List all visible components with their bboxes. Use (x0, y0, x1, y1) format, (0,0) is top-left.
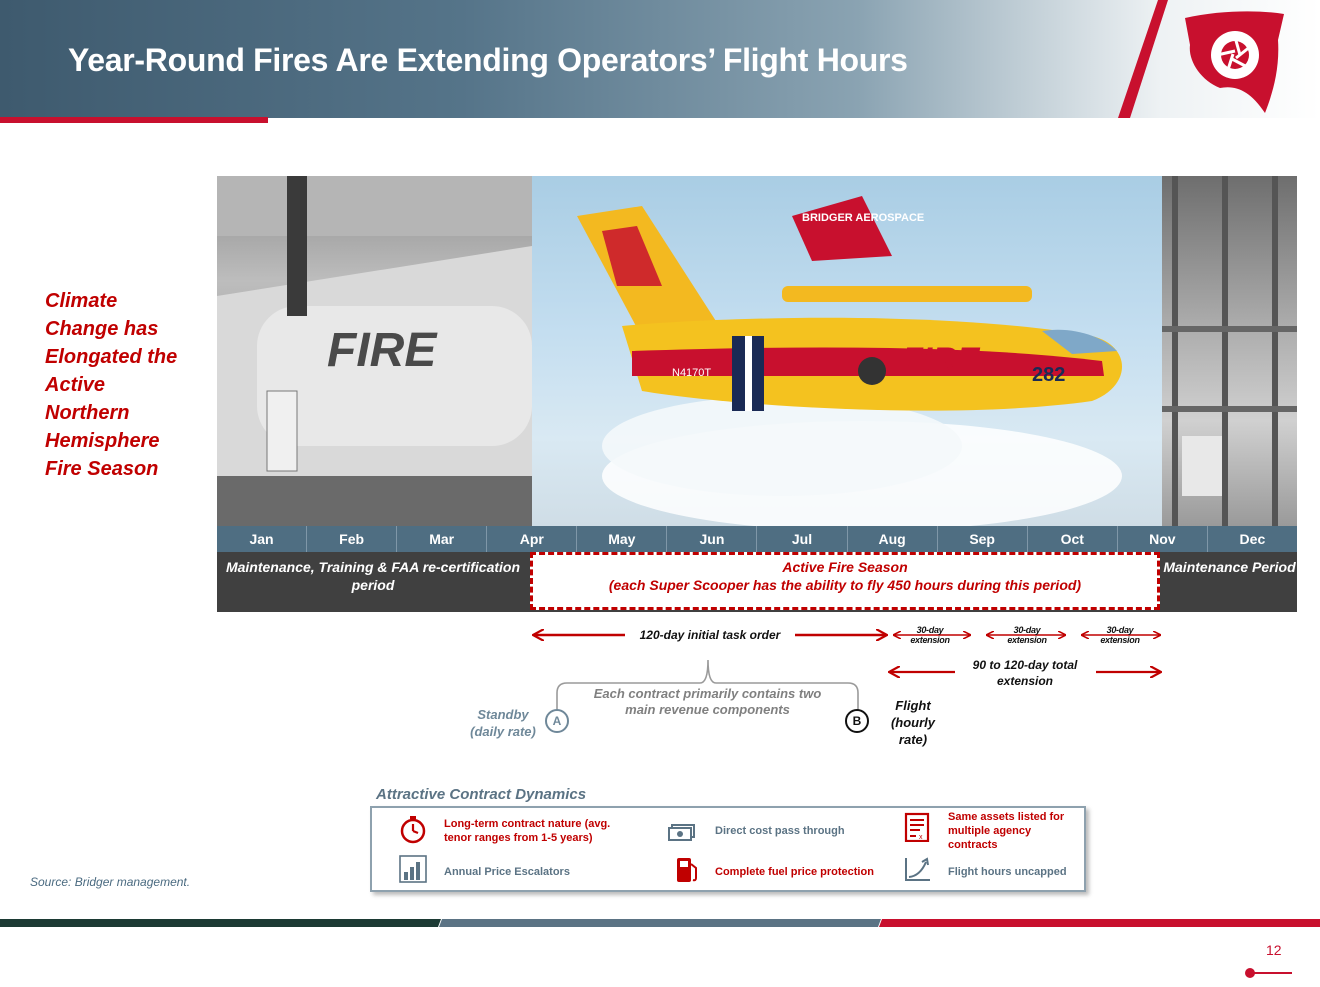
maintenance-period-early: Maintenance, Training & FAA re-certification period (225, 559, 521, 593)
footer-stripe (0, 919, 1320, 927)
cash-icon (668, 816, 698, 846)
standby-label: Standby (daily rate) (470, 707, 536, 739)
month-aug: Aug (848, 526, 938, 552)
dynamics-item-6: Flight hours uncapped (948, 866, 1067, 878)
month-jul: Jul (757, 526, 847, 552)
month-header-row (217, 526, 1297, 552)
fuel-pump-icon (672, 854, 702, 884)
month-feb: Feb (307, 526, 397, 552)
flight-label: Flight (hourly rate) (890, 698, 936, 747)
month-may: May (577, 526, 667, 552)
maintenance-period-late: Maintenance Period (1163, 559, 1296, 575)
month-dec: Dec (1239, 531, 1266, 547)
extension-label-1: 30-day extension (910, 625, 950, 645)
dynamics-item-1: Long-term contract nature (avg. tenor ranges from 1-5 years) (444, 818, 611, 844)
page-title: Year-Round Fires Are Extending Operators’ Flight Hours (68, 42, 908, 78)
extension-label-2: 30-day extension (1007, 625, 1047, 645)
wing-brand-text: BRIDGER AEROSPACE (802, 212, 925, 224)
month-sep: Sep (938, 526, 1028, 552)
aircraft-number-text: 282 (1032, 364, 1066, 386)
header-slash-graphic (1110, 0, 1180, 118)
month-jun: Jun (667, 526, 757, 552)
dynamics-item-3: Same assets listed for multiple agency contracts (948, 811, 1065, 851)
source-note: Source: Bridger management. (30, 875, 191, 889)
month-oct: Oct (1028, 526, 1118, 552)
stopwatch-icon (398, 814, 428, 844)
month-nov: Nov (1118, 526, 1208, 552)
component-b-badge: B (845, 709, 869, 733)
component-a-badge: A (545, 709, 569, 733)
tail-number-text: N4170T (672, 367, 712, 379)
dynamics-title: Attractive Contract Dynamics (376, 786, 587, 803)
active-fire-season-subtitle: (each Super Scooper has the ability to fly 450 hours during this period) (608, 577, 1082, 593)
hangar-photo-right (1162, 176, 1297, 526)
page-number: 12 (1266, 942, 1282, 958)
bridger-logo-icon (1180, 10, 1290, 120)
month-apr: Apr (487, 526, 577, 552)
month-jan: Jan (217, 526, 307, 552)
page-marker-line (1252, 972, 1292, 974)
active-fire-season-title: Active Fire Season (782, 559, 908, 575)
hangar-photo-left (217, 176, 532, 526)
extension-label-3: 30-day extension (1100, 625, 1140, 645)
initial-task-label: 120-day initial task order (625, 628, 795, 642)
dynamics-item-4: Annual Price Escalators (444, 866, 570, 878)
revenue-components-text: Each contract primarily contains two main revenue components (593, 686, 822, 717)
svg-text:x: x (919, 834, 923, 841)
super-scooper-photo (532, 176, 1162, 526)
total-extension-label: 90 to 120-day total extension (972, 658, 1078, 688)
fuselage-fire-text: FIRE (902, 341, 980, 379)
header-accent-line (0, 117, 268, 123)
bar-chart-icon (398, 854, 428, 884)
fuselage-text: FIRE (327, 324, 437, 377)
growth-arrow-icon (902, 854, 932, 884)
month-mar: Mar (397, 526, 487, 552)
contract-document-icon (902, 812, 932, 842)
climate-change-callout: Climate Change has Elongated the Active Northern Hemisphere Fire Season (45, 290, 178, 480)
dynamics-item-2: Direct cost pass through (715, 825, 845, 837)
dynamics-item-5: Complete fuel price protection (715, 866, 874, 878)
